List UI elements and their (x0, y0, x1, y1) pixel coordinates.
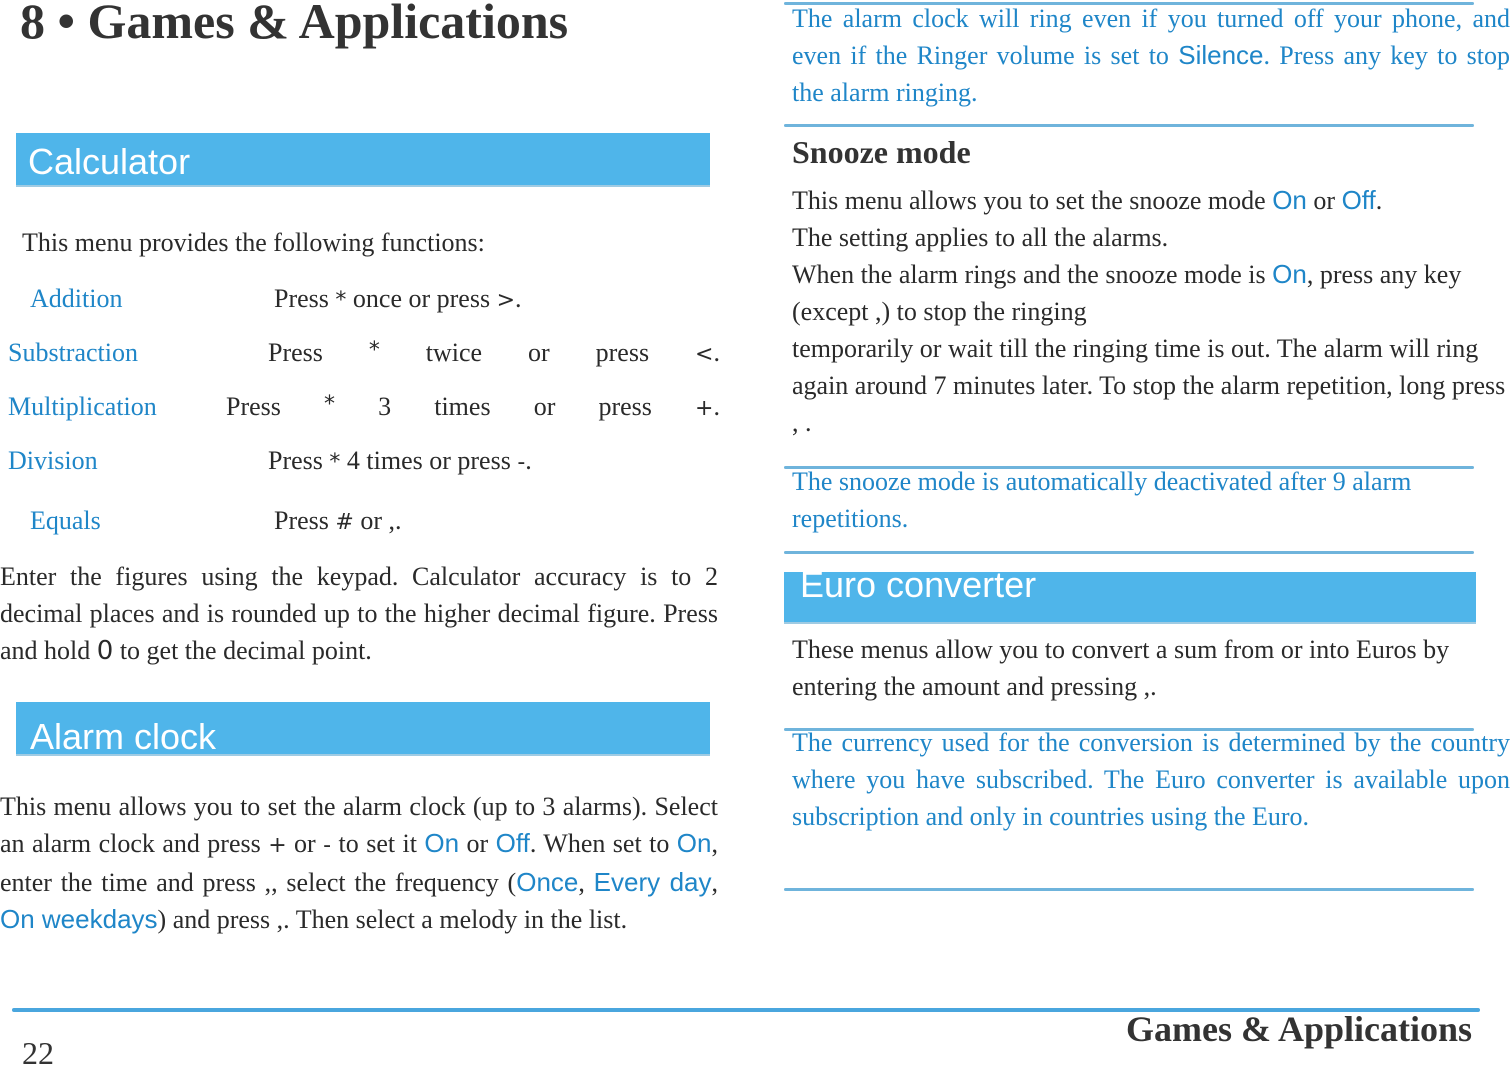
snooze-line-1: This menu allows you to set the snooze mode On or Off. (792, 185, 1383, 215)
snooze-line-3: When the alarm rings and the snooze mode is On, press any key (except ,) to stop the ringing (792, 259, 1462, 326)
function-row-equals (30, 506, 720, 536)
function-description: Press * 3 times or press +. (226, 392, 720, 421)
function-row-division (8, 446, 720, 476)
function-name: Multiplication (8, 392, 157, 421)
function-row-multiplication (8, 392, 720, 422)
page-number: 22 (22, 1035, 54, 1071)
snooze-heading: Snooze mode (792, 134, 971, 170)
euro-converter-banner (784, 564, 1476, 624)
function-description: Press # or ,. (274, 506, 402, 535)
page-title: 8 • Games & Applications (20, 0, 569, 49)
calculator-banner (16, 133, 710, 187)
function-row-substraction (8, 338, 720, 368)
snooze-line-4: temporarily or wait till the ringing time is out. The alarm will ring again around 7 minutes later. To stop the alarm repetition, long press , . (792, 334, 1506, 437)
alarm-clock-heading: Alarm clock (30, 716, 217, 757)
footer-section-title: Games & Applications (1125, 1009, 1472, 1049)
function-name: Division (8, 446, 98, 475)
note-rule-bottom (784, 124, 1474, 127)
snooze-note: The snooze mode is automatically deactivated after 9 alarm repetitions. (792, 467, 1412, 533)
euro-converter-body: These menus allow you to convert a sum from or into Euros by entering the amount and pressing ,. (792, 635, 1450, 701)
function-description: Press * twice or press <. (268, 338, 720, 367)
snooze-line-2: The setting applies to all the alarms. (792, 223, 1169, 252)
function-name: Substraction (8, 338, 138, 367)
calculator-intro: This menu provides the following functions: (22, 228, 485, 257)
calculator-body: Enter the figures using the keypad. Calculator accuracy is to 2 decimal places and is rounded up to the higher decimal figure. Press and hold 0 to get the decimal point. (0, 562, 718, 666)
snooze-note-rule-bottom (784, 551, 1474, 554)
alarm-note: The alarm clock will ring even if you turned off your phone, and even if the Ringer volume is set to Silence. Press any key to stop the alarm ringing. (792, 4, 1510, 107)
function-description: Press * 4 times or press -. (268, 446, 532, 475)
snooze-body (792, 182, 1510, 441)
calculator-heading: Calculator (28, 141, 191, 182)
euro-converter-heading: Euro converter (800, 564, 1037, 605)
alarm-clock-body: This menu allows you to set the alarm clock (up to 3 alarms). Select an alarm clock and press + or - to set it On or Off. When set to On, enter the time and press ,, select the frequency (Once, Every day, On weekdays) and press ,. Then select a melody in the list. (0, 792, 718, 934)
function-name: Equals (30, 506, 101, 535)
alarm-clock-banner (16, 702, 710, 756)
euro-note: The currency used for the conversion is determined by the country where you have subscribed. The Euro converter is available upon subscription and only in countries using the Euro. (792, 728, 1510, 831)
function-description: Press * once or press >. (274, 284, 522, 313)
function-row-addition (30, 284, 720, 314)
euro-note-rule-bottom (784, 888, 1474, 891)
function-name: Addition (30, 284, 123, 313)
